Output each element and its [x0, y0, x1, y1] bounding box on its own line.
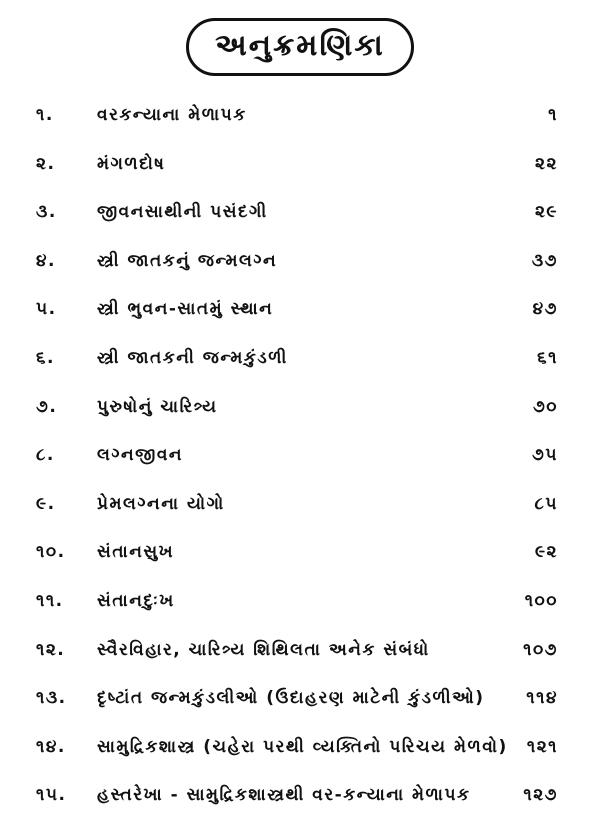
toc-entry-page: ૧૨૭: [523, 785, 558, 806]
table-of-contents: [0, 93, 600, 822]
toc-entry-number: ૮.: [36, 445, 55, 466]
toc-entry-page: ૧૦૭: [523, 639, 558, 660]
toc-entry-page: ૧૧૪: [526, 688, 558, 709]
toc-entry-page: ૧૨૧: [526, 736, 558, 757]
toc-entry-page: ૧: [548, 105, 558, 125]
toc-entry-number: ૫.: [36, 299, 57, 320]
page-title: અનુક્રમણિકા: [186, 18, 414, 76]
toc-entry: [0, 433, 600, 482]
toc-entry: [0, 628, 600, 677]
toc-entry-page: ૨૯: [534, 202, 558, 223]
toc-entry-number: ૧૩.: [36, 688, 67, 709]
toc-entry: [0, 530, 600, 579]
toc-entry-title: સ્વૈરવિહાર, ચારિત્ર્ય શિથિલતા અનેક સંબંધો: [97, 639, 430, 660]
toc-entry-title: સ્ત્રી જાતકની જન્મકુંડળી: [97, 347, 288, 368]
toc-entry-title: જીવનસાથીની પસંદગી: [97, 202, 268, 223]
toc-entry-number: ૧૪.: [36, 736, 66, 757]
toc-entry-page: ૪૭: [532, 299, 558, 320]
toc-entry-title: સ્ત્રી ભુવન-સાતમું સ્થાન: [97, 299, 274, 320]
toc-entry-title: હસ્તરેખા - સામુદ્રિકશાસ્ત્રથી વર-કન્યાના મેળાપક: [97, 785, 471, 806]
toc-entry: [0, 385, 600, 434]
toc-entry-number: ૬.: [36, 347, 55, 368]
toc-entry-page: ૧૦૦: [524, 590, 558, 611]
toc-entry: [0, 239, 600, 288]
toc-entry-page: ૯૨: [534, 542, 558, 563]
toc-entry-page: ૬૧: [537, 347, 558, 368]
toc-entry-number: ૯.: [36, 493, 56, 514]
toc-entry-title: પ્રેમલગ્નના યોગો: [97, 493, 225, 514]
toc-entry: [0, 287, 600, 336]
toc-entry: [0, 579, 600, 628]
toc-entry-number: ૪.: [36, 250, 56, 271]
toc-entry: [0, 190, 600, 239]
toc-entry-number: ૧.: [36, 105, 54, 125]
toc-entry-number: ૧૦.: [36, 542, 66, 563]
toc-entry: [0, 725, 600, 774]
toc-entry-title: લગ્નજીવન: [97, 445, 184, 466]
toc-entry-title: સંતાનસુખ: [97, 542, 175, 563]
toc-entry-page: ૮૫: [534, 493, 558, 514]
toc-entry: [0, 676, 600, 725]
toc-entry: [0, 773, 600, 822]
page-title-container: [0, 18, 600, 76]
toc-entry-number: ૨.: [36, 153, 56, 174]
toc-entry-number: ૭.: [36, 396, 58, 417]
toc-entry-number: ૧૫.: [36, 785, 67, 806]
toc-entry-title: સ્ત્રી જાતકનું જન્મલગ્ન: [97, 250, 278, 271]
toc-entry-number: ૩.: [36, 202, 57, 223]
toc-entry-page: ૨૨: [535, 153, 558, 174]
toc-entry: [0, 93, 600, 142]
toc-entry-number: ૧૧.: [36, 590, 64, 611]
toc-entry-number: ૧૨.: [36, 639, 66, 660]
toc-entry-title: દૃષ્ટાંત જન્મકુંડલીઓ (ઉદાહરણ માટેની કુંડળીઓ): [97, 688, 485, 709]
toc-entry-title: મંગળદોષ: [97, 153, 166, 174]
toc-entry-title: વરકન્યાના મેળાપક: [97, 105, 247, 125]
toc-entry-page: ૩૭: [531, 250, 558, 271]
toc-entry-page: ૭૦: [532, 396, 558, 417]
toc-entry-title: સંતાનદુઃખ: [97, 590, 175, 611]
toc-entry: [0, 142, 600, 191]
toc-entry-page: ૭૫: [532, 445, 558, 466]
toc-entry-title: સામુદ્રિકશાસ્ત્ર (ચહેરા પરથી વ્યક્તિનો પરિચય મેળવો): [97, 736, 508, 757]
toc-entry-title: પુરુષોનું ચારિત્ર્ય: [97, 396, 218, 417]
toc-entry: [0, 336, 600, 385]
toc-entry: [0, 482, 600, 531]
